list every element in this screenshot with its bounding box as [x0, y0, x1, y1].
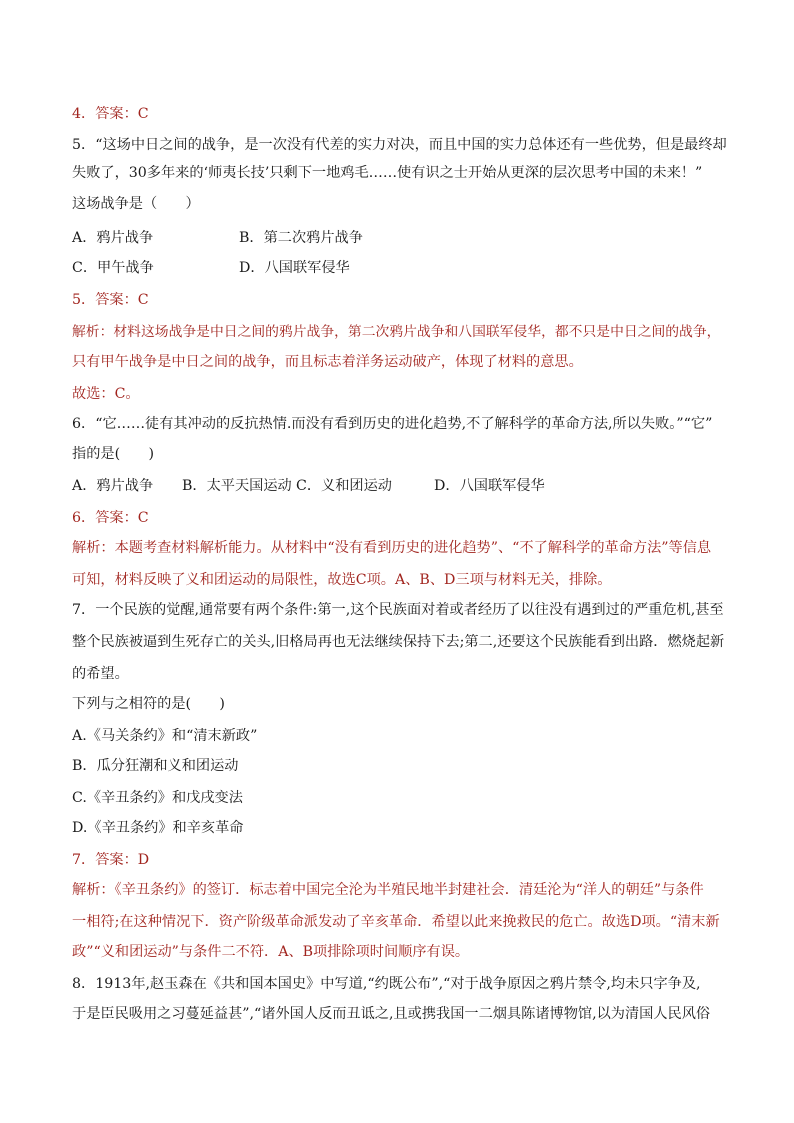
question-7-line-2: 整个民族被逼到生死存亡的关头,旧格局再也无法继续保持下去;第二,还要这个民族能看到出路．燃烧起新 [72, 634, 725, 650]
explanation-7-line-2: 一相符;在这种情况下．资产阶级革命派发动了辛亥革命．希望以此来挽救民的危亡。故选D项。“清末新 [72, 914, 720, 930]
question-8-line-1: 8．1913年,赵玉森在《共和国本国史》中写道,“约既公布”,“对于战争原因之鸦片禁令,均未只字争及, [72, 976, 701, 992]
answer-6: 6．答案：C [72, 510, 149, 526]
answer-4: 4．答案：C [72, 106, 149, 122]
question-6-option-d: D．八国联军侵华 [434, 478, 545, 494]
answer-5: 5．答案：C [72, 292, 149, 308]
explanation-6-line-2: 可知，材料反映了义和团运动的局限性，故选C项。A、B、D三项与材料无关，排除。 [72, 572, 612, 588]
question-5-option-b: B．第二次鸦片战争 [239, 230, 363, 246]
question-6-option-a: A．鸦片战争 [72, 478, 154, 494]
question-7-option-b: B．瓜分狂潮和义和团运动 [72, 758, 239, 774]
question-7-line-1: 7．一个民族的觉醒,通常要有两个条件:第一,这个民族面对着或者经历了以往没有遇到过的严重危机,甚至 [72, 602, 724, 618]
question-5-line-3: 这场战争是（ ） [72, 196, 200, 212]
question-5-option-d: D．八国联军侵华 [239, 260, 350, 276]
question-6-line-2: 指的是( ) [72, 446, 155, 462]
question-8-line-2: 于是臣民吸用之习蔓延益甚”,“诸外国人反而丑诋之,且或携我国一二烟具陈诸博物馆,以为清国人民风俗 [72, 1006, 711, 1022]
explanation-5-line-3: 故选：C。 [72, 386, 140, 402]
explanation-7-line-3: 政”“义和团运动”与条件二不符．A、B项排除项时间顺序有误。 [72, 944, 470, 960]
question-7-option-d: D.《辛丑条约》和辛亥革命 [72, 820, 244, 836]
explanation-6-line-1: 解析：本题考查材料解析能力。从材料中“没有看到历史的进化趋势”、“不了解科学的革命方法”等信息 [72, 540, 712, 556]
question-5-option-a: A．鸦片战争 [72, 230, 154, 246]
question-7-option-c: C.《辛丑条约》和戊戌变法 [72, 790, 243, 806]
question-5-line-1: 5．“这场中日之间的战争，是一次没有代差的实力对决，而且中国的实力总体还有一些优势，但是最终却 [72, 137, 727, 153]
question-7-option-a: A.《马关条约》和“清末新政” [72, 728, 258, 744]
answer-7: 7．答案：D [72, 852, 150, 868]
question-6-option-b: B．太平天国运动 [182, 478, 292, 494]
question-5-option-c: C．甲午战争 [72, 260, 154, 276]
question-6-line-1: 6．“它……徒有其冲动的反抗热情.而没有看到历史的进化趋势,不了解科学的革命方法,所以失败。”“它” [72, 416, 713, 432]
explanation-5-line-1: 解析：材料这场战争是中日之间的鸦片战争，第二次鸦片战争和八国联军侵华，都不只是中日之间的战争， [72, 324, 721, 340]
explanation-5-line-2: 只有甲午战争是中日之间的战争，而且标志着洋务运动破产，体现了材料的意思。 [72, 354, 583, 370]
question-6-option-c: C．义和团运动 [296, 478, 392, 494]
question-7-line-4: 下列与之相符的是( ) [72, 696, 225, 712]
question-7-line-3: 的希望。 [72, 666, 129, 682]
explanation-7-line-1: 解析：《辛丑条约》的签订．标志着中国完全沦为半殖民地半封建社会．清廷沦为“洋人的朝廷”与条件 [72, 882, 704, 898]
question-5-line-2: 失败了，30多年来的‘师夷长技’只剩下一地鸡毛……使有识之士开始从更深的层次思考中国的未来！” [72, 165, 703, 181]
